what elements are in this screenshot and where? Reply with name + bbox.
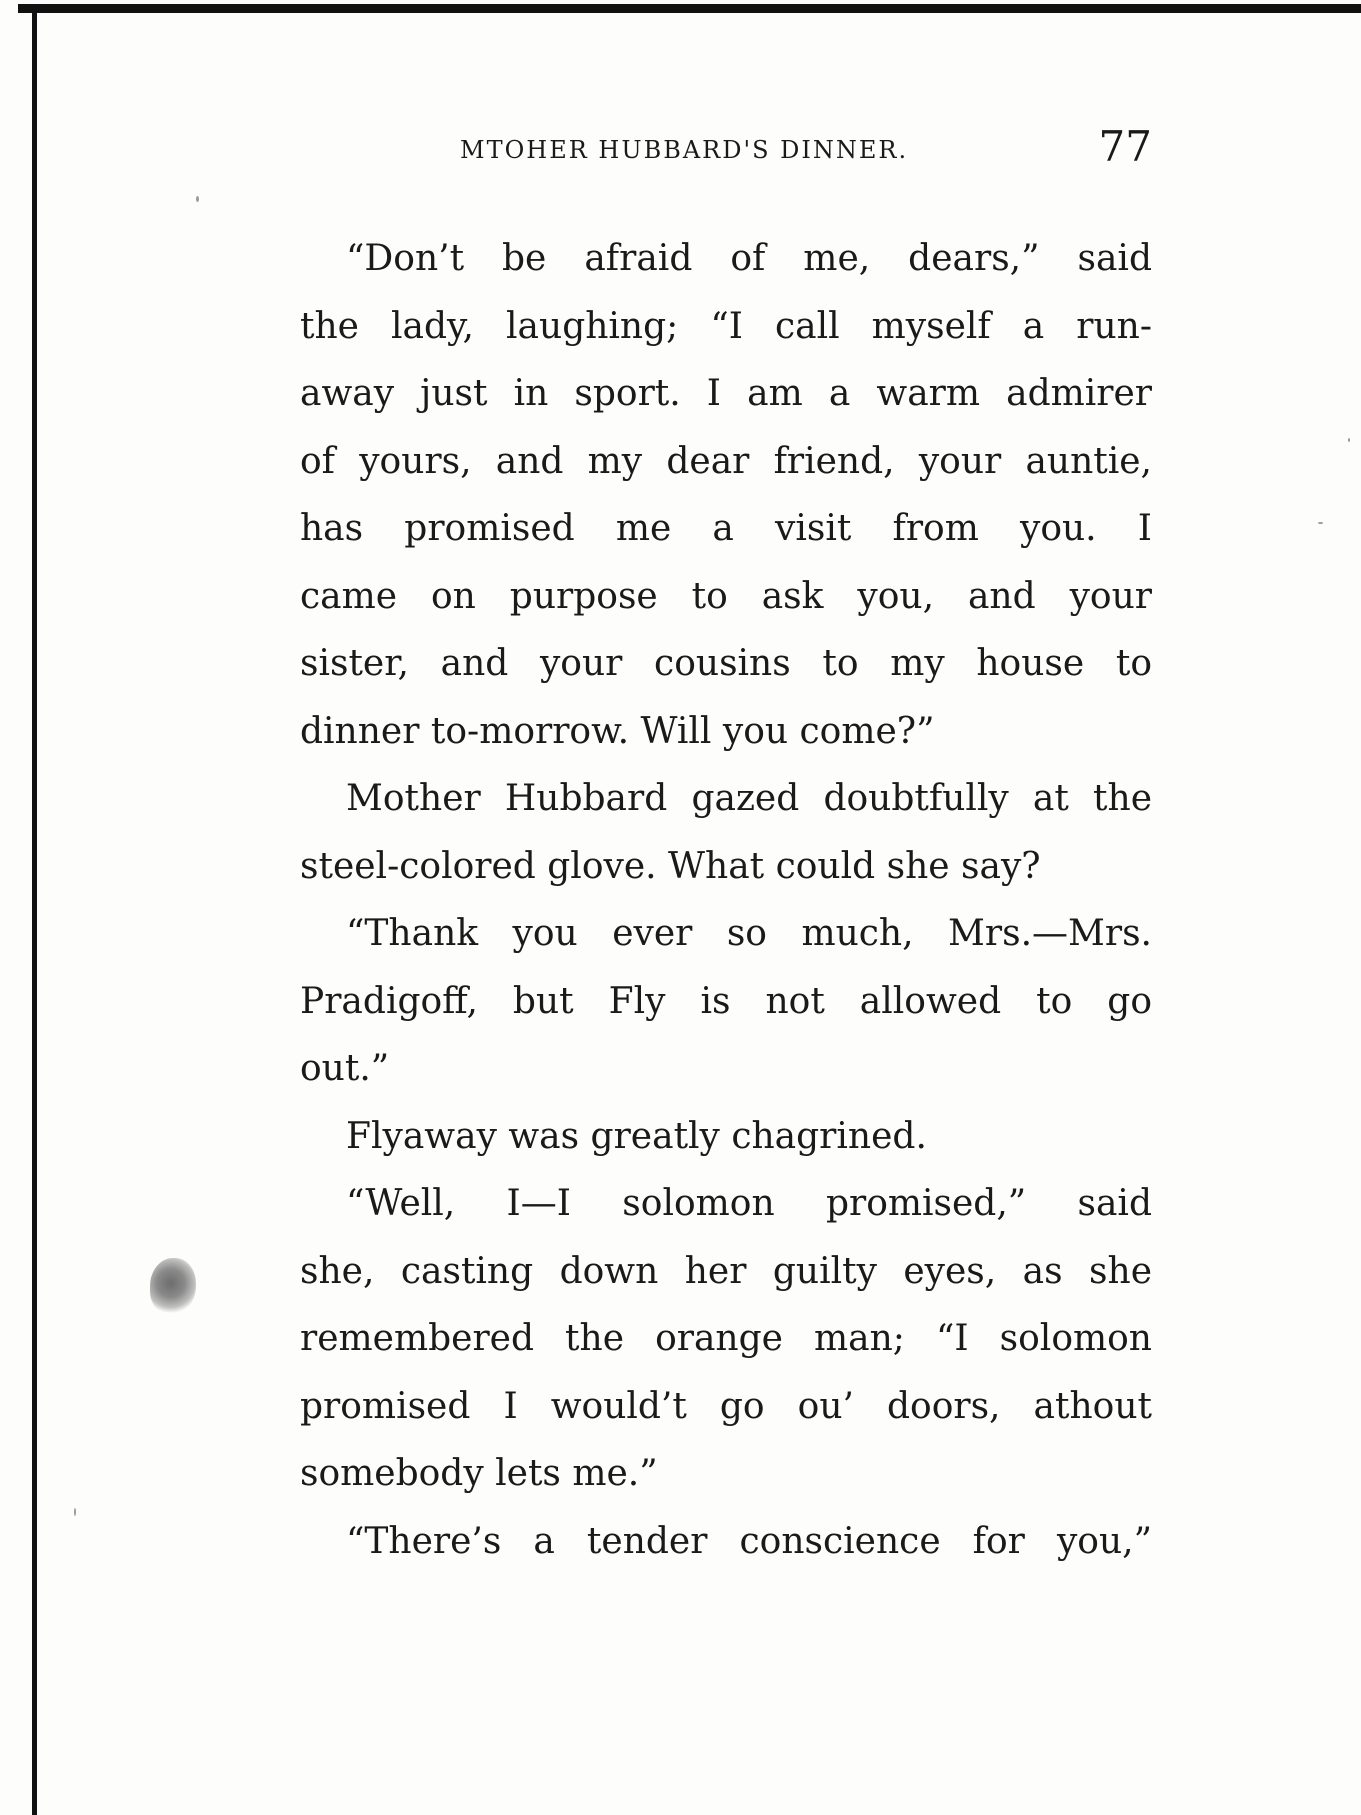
text-line: “Thank you ever so much, Mrs.—Mrs. — [346, 913, 1152, 954]
running-head — [300, 122, 1152, 172]
text-line: the lady, laughing; “I call myself a run- — [300, 305, 1152, 347]
text-line: she, casting down her guilty eyes, as she — [300, 1250, 1152, 1292]
body-text — [300, 225, 1152, 1575]
text-line: away just in sport. I am a warm admirer — [300, 373, 1152, 414]
left-edge-rule — [32, 10, 37, 1815]
text-line: “There’s a tender conscience for you,” — [346, 1520, 1152, 1562]
text-line: out.” — [300, 1048, 390, 1089]
paper-speck — [74, 1508, 76, 1516]
text-line: has promised me a visit from you. I — [300, 508, 1152, 549]
text-line: of yours, and my dear friend, your auntie, — [300, 440, 1152, 482]
text-line: Flyaway was greatly chagrined. — [346, 1115, 927, 1157]
top-edge-rule — [18, 4, 1361, 13]
running-title: MTOHER HUBBARD'S DINNER. — [460, 136, 909, 164]
paper-speck — [1318, 522, 1323, 524]
text-line: “Well, I—I solomon promised,” said — [346, 1183, 1152, 1224]
page-number: 77 — [1098, 122, 1152, 171]
text-line: “Don’t be afraid of me, dears,” said — [346, 238, 1152, 279]
text-line: Pradigoff, but Fly is not allowed to go — [300, 980, 1152, 1022]
text-line: Mother Hubbard gazed doubtfully at the — [346, 778, 1152, 819]
paper-speck — [196, 196, 199, 202]
paper-speck — [1348, 438, 1350, 442]
text-line: somebody lets me.” — [300, 1453, 658, 1494]
text-line: steel-colored glove. What could she say? — [300, 845, 1041, 887]
text-line: came on purpose to ask you, and your — [300, 575, 1152, 617]
ink-smudge — [150, 1258, 196, 1314]
text-line: remembered the orange man; “I solomon — [300, 1318, 1152, 1359]
text-line: promised I would’t go ou’ doors, athout — [300, 1385, 1152, 1427]
text-line: dinner to-morrow. Will you come?” — [300, 710, 935, 752]
text-line: sister, and your cousins to my house to — [300, 643, 1152, 684]
